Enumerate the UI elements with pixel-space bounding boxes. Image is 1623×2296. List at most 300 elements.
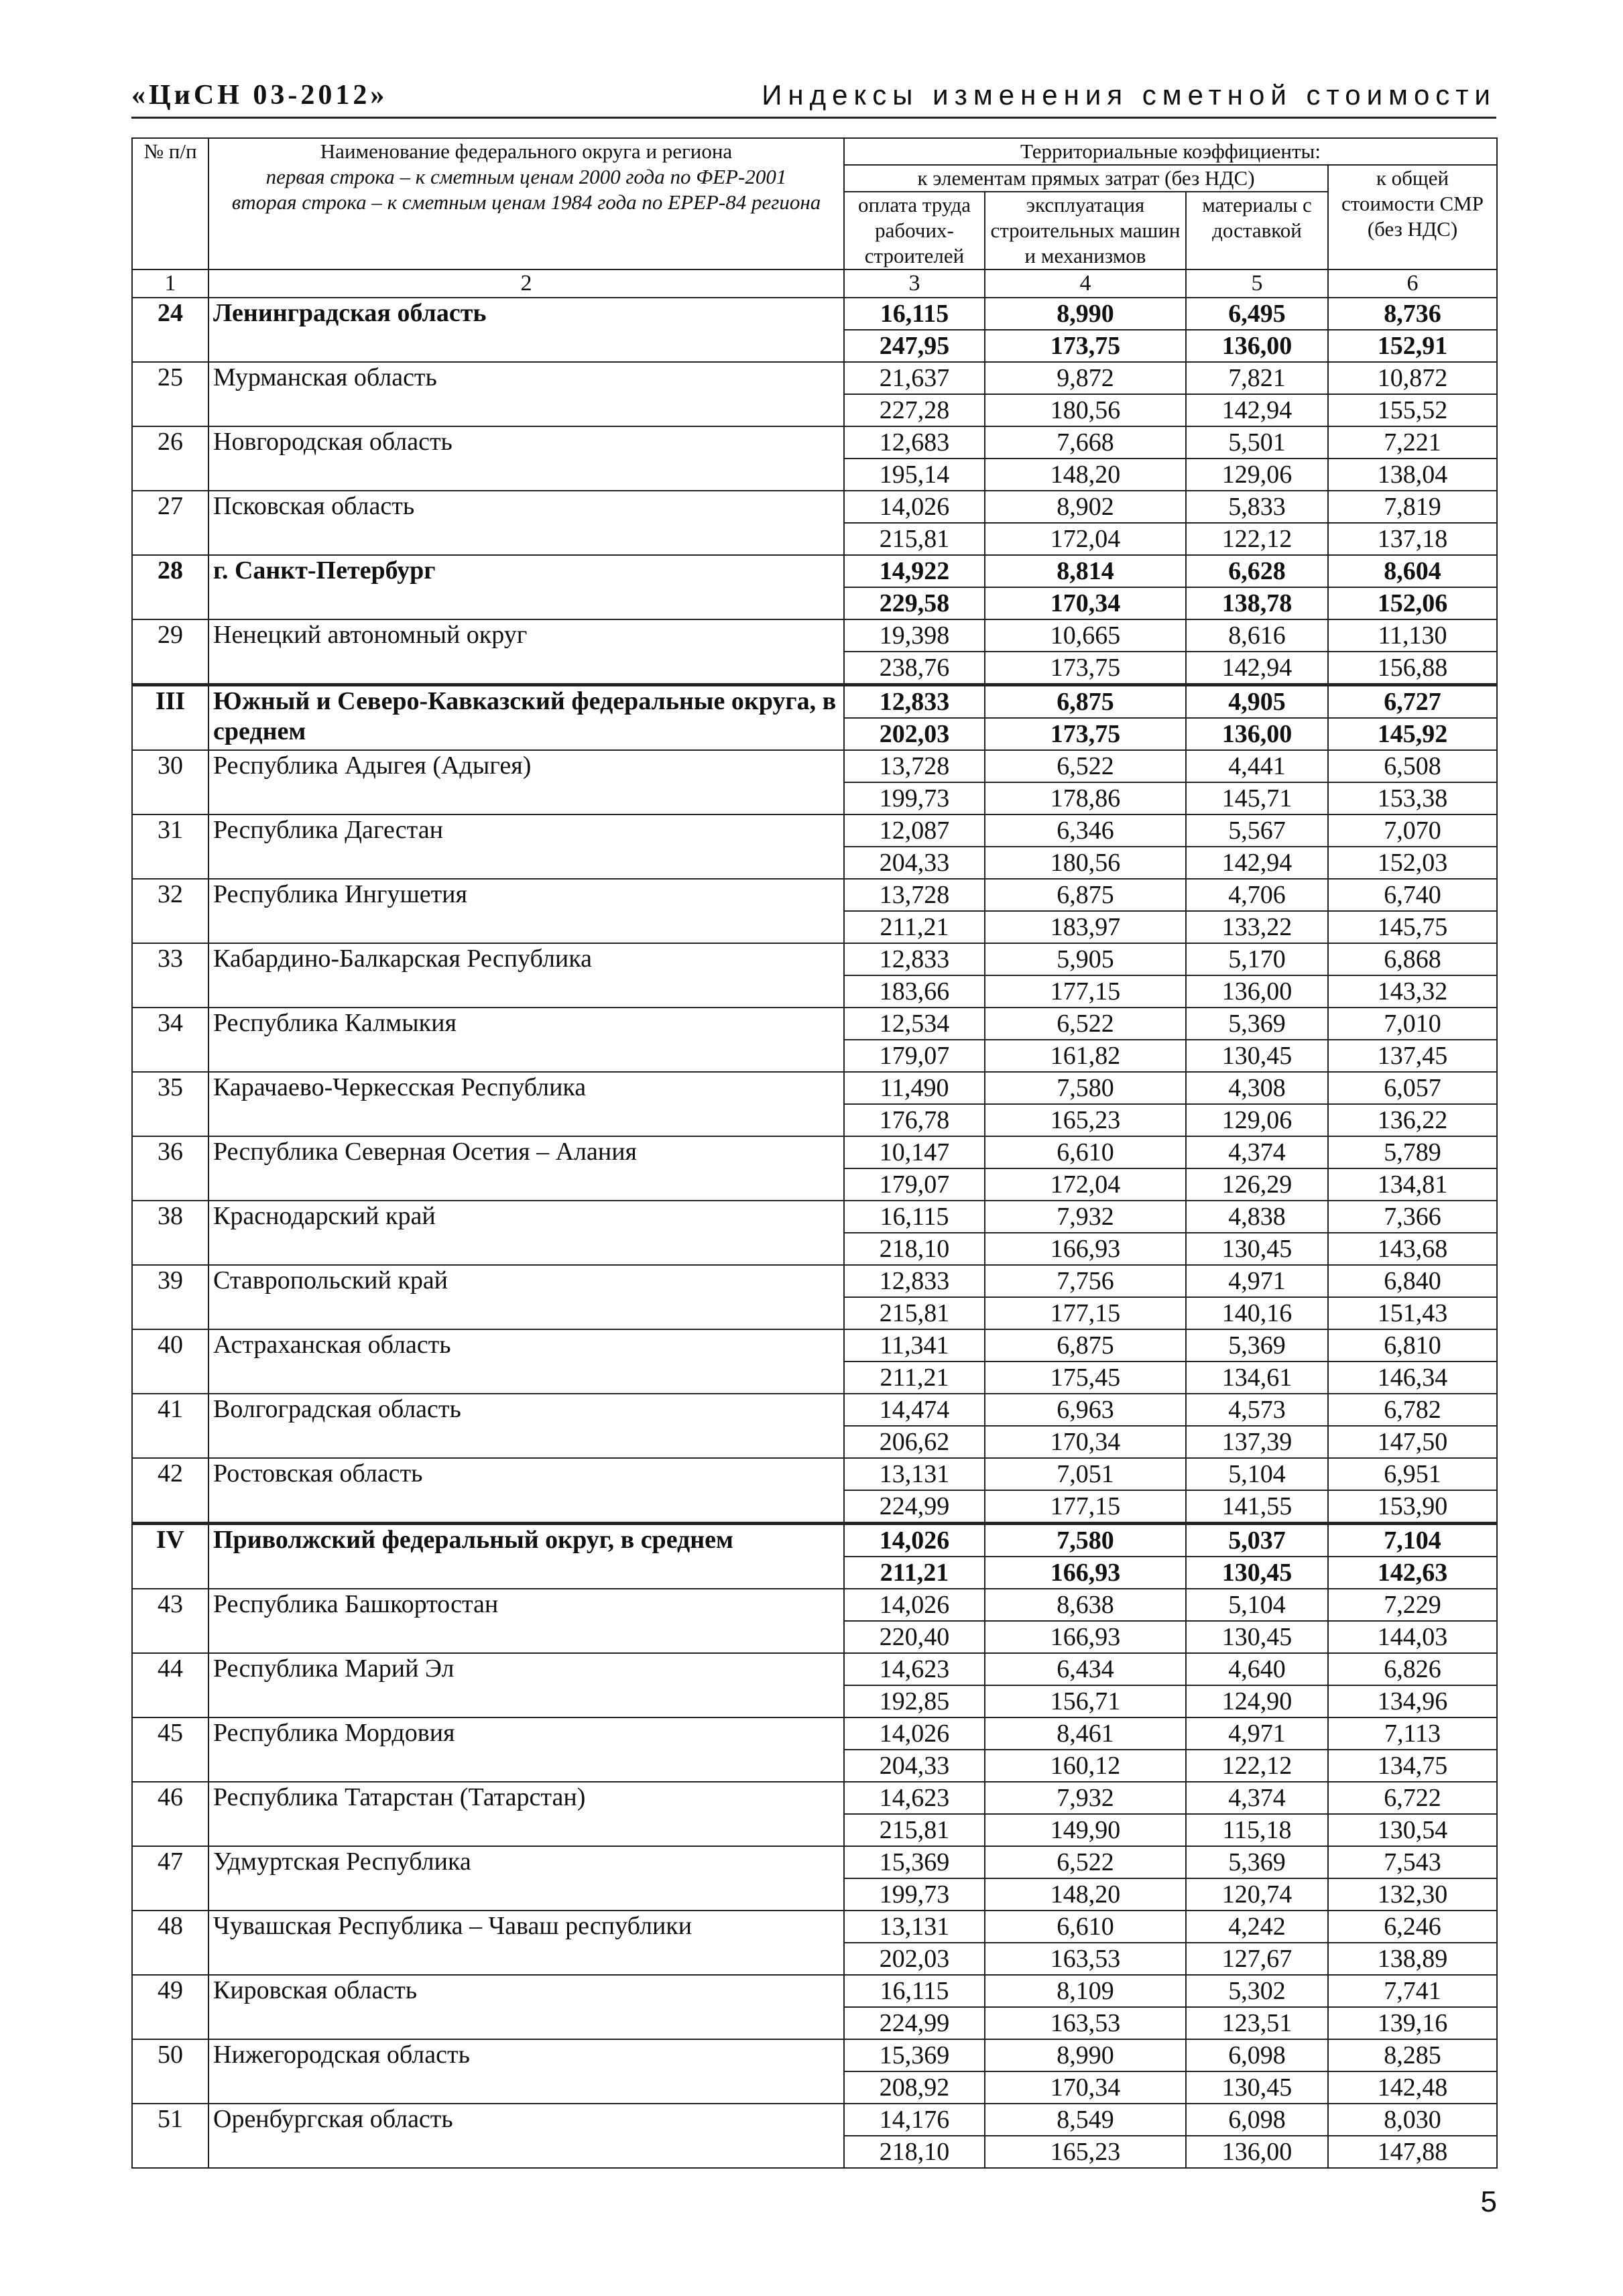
total-coefficient-1984: 145,75	[1328, 911, 1497, 943]
row-number: 48	[132, 1911, 208, 1975]
region-row	[132, 1072, 1497, 1104]
materials-coefficient-2000: 5,369	[1186, 1846, 1328, 1878]
materials-coefficient-2000: 4,374	[1186, 1136, 1328, 1168]
row-number: 51	[132, 2104, 208, 2168]
machines-coefficient-1984: 163,53	[985, 1943, 1186, 1975]
machines-coefficient-1984: 180,56	[985, 847, 1186, 879]
region-name: Кировская область	[208, 1975, 844, 2039]
region-name: Республика Башкортостан	[208, 1589, 844, 1653]
labor-coefficient-2000: 11,490	[844, 1072, 985, 1104]
machines-coefficient-2000: 8,638	[985, 1589, 1186, 1621]
labor-coefficient-1984: 202,03	[844, 1943, 985, 1975]
materials-coefficient-2000: 6,628	[1186, 555, 1328, 587]
labor-coefficient-1984: 227,28	[844, 394, 985, 426]
machines-coefficient-2000: 6,875	[985, 685, 1186, 719]
row-number: 29	[132, 619, 208, 685]
total-coefficient-2000: 7,229	[1328, 1589, 1497, 1621]
machines-coefficient-2000: 7,756	[985, 1265, 1186, 1297]
labor-coefficient-1984: 211,21	[844, 1557, 985, 1589]
running-header	[131, 75, 1496, 119]
machines-coefficient-2000: 7,932	[985, 1782, 1186, 1814]
region-name: Удмуртская Республика	[208, 1846, 844, 1911]
total-coefficient-2000: 7,819	[1328, 491, 1497, 523]
machines-coefficient-2000: 6,610	[985, 1911, 1186, 1943]
materials-coefficient-1984: 122,12	[1186, 523, 1328, 555]
labor-coefficient-2000: 19,398	[844, 619, 985, 652]
region-name: Ростовская область	[208, 1458, 844, 1524]
labor-coefficient-1984: 215,81	[844, 1814, 985, 1846]
machines-coefficient-1984: 173,75	[985, 330, 1186, 362]
total-coefficient-1984: 145,92	[1328, 718, 1497, 750]
machines-coefficient-2000: 10,665	[985, 619, 1186, 652]
labor-coefficient-1984: 195,14	[844, 459, 985, 491]
labor-coefficient-1984: 247,95	[844, 330, 985, 362]
region-name: Республика Марий Эл	[208, 1653, 844, 1717]
labor-coefficient-2000: 14,474	[844, 1394, 985, 1426]
machines-coefficient-2000: 8,990	[985, 298, 1186, 330]
labor-coefficient-1984: 206,62	[844, 1426, 985, 1458]
row-number: 35	[132, 1072, 208, 1136]
machines-coefficient-2000: 7,051	[985, 1458, 1186, 1490]
machines-coefficient-1984: 149,90	[985, 1814, 1186, 1846]
region-row	[132, 1458, 1497, 1490]
machines-coefficient-2000: 7,668	[985, 426, 1186, 459]
total-coefficient-1984: 134,81	[1328, 1168, 1497, 1201]
total-coefficient-2000: 6,057	[1328, 1072, 1497, 1104]
materials-coefficient-2000: 4,374	[1186, 1782, 1328, 1814]
machines-coefficient-1984: 183,97	[985, 911, 1186, 943]
materials-coefficient-1984: 129,06	[1186, 1104, 1328, 1136]
machines-coefficient-2000: 8,902	[985, 491, 1186, 523]
region-row	[132, 1136, 1497, 1168]
materials-coefficient-1984: 120,74	[1186, 1878, 1328, 1911]
row-number: 28	[132, 555, 208, 619]
row-number: 36	[132, 1136, 208, 1201]
col-header-total: к общей стоимости СМР (без НДС)	[1328, 165, 1497, 269]
materials-coefficient-1984: 115,18	[1186, 1814, 1328, 1846]
total-coefficient-1984: 137,45	[1328, 1040, 1497, 1072]
region-name: Астраханская область	[208, 1329, 844, 1394]
total-coefficient-2000: 7,543	[1328, 1846, 1497, 1878]
machines-coefficient-2000: 6,346	[985, 814, 1186, 847]
materials-coefficient-1984: 134,61	[1186, 1362, 1328, 1394]
row-number: 49	[132, 1975, 208, 2039]
total-coefficient-2000: 6,722	[1328, 1782, 1497, 1814]
materials-coefficient-1984: 145,71	[1186, 782, 1328, 814]
materials-coefficient-1984: 130,45	[1186, 1621, 1328, 1653]
materials-coefficient-2000: 5,302	[1186, 1975, 1328, 2007]
document-code: «ЦиСН 03-2012»	[131, 80, 388, 111]
total-coefficient-1984: 151,43	[1328, 1297, 1497, 1329]
region-name: Псковская область	[208, 491, 844, 555]
total-coefficient-1984: 142,63	[1328, 1557, 1497, 1589]
labor-coefficient-2000: 12,087	[844, 814, 985, 847]
materials-coefficient-2000: 4,640	[1186, 1653, 1328, 1685]
machines-coefficient-2000: 6,610	[985, 1136, 1186, 1168]
region-name: Оренбургская область	[208, 2104, 844, 2168]
total-coefficient-1984: 139,16	[1328, 2007, 1497, 2039]
region-row	[132, 1329, 1497, 1362]
region-row	[132, 426, 1497, 459]
row-number: 26	[132, 426, 208, 491]
labor-coefficient-1984: 204,33	[844, 847, 985, 879]
row-number: 24	[132, 298, 208, 362]
column-number: 3	[844, 269, 985, 298]
column-number: 4	[985, 269, 1186, 298]
region-row	[132, 1911, 1497, 1943]
labor-coefficient-2000: 16,115	[844, 1975, 985, 2007]
materials-coefficient-1984: 130,45	[1186, 1557, 1328, 1589]
machines-coefficient-1984: 177,15	[985, 1490, 1186, 1524]
labor-coefficient-2000: 14,026	[844, 1524, 985, 1557]
materials-coefficient-1984: 126,29	[1186, 1168, 1328, 1201]
region-row	[132, 1653, 1497, 1685]
materials-coefficient-2000: 5,369	[1186, 1329, 1328, 1362]
name-header-second-row-note: вторая строка – к сметным ценам 1984 года по ЕРЕР-84 региона	[231, 190, 821, 214]
region-name: Республика Ингушетия	[208, 879, 844, 943]
machines-coefficient-1984: 170,34	[985, 2071, 1186, 2104]
materials-coefficient-2000: 5,501	[1186, 426, 1328, 459]
labor-coefficient-2000: 14,026	[844, 1589, 985, 1621]
region-row	[132, 2039, 1497, 2071]
labor-coefficient-2000: 12,833	[844, 685, 985, 719]
total-coefficient-2000: 8,285	[1328, 2039, 1497, 2071]
region-name: Карачаево-Черкесская Республика	[208, 1072, 844, 1136]
machines-coefficient-2000: 9,872	[985, 362, 1186, 394]
total-coefficient-1984: 143,68	[1328, 1233, 1497, 1265]
total-coefficient-1984: 152,03	[1328, 847, 1497, 879]
total-coefficient-2000: 7,070	[1328, 814, 1497, 847]
labor-coefficient-2000: 15,369	[844, 2039, 985, 2071]
machines-coefficient-1984: 160,12	[985, 1750, 1186, 1782]
materials-coefficient-1984: 142,94	[1186, 394, 1328, 426]
column-number: 2	[208, 269, 844, 298]
row-number: 31	[132, 814, 208, 879]
row-number: IV	[132, 1524, 208, 1589]
machines-coefficient-2000: 8,461	[985, 1717, 1186, 1750]
row-number: 44	[132, 1653, 208, 1717]
total-coefficient-2000: 6,951	[1328, 1458, 1497, 1490]
materials-coefficient-1984: 129,06	[1186, 459, 1328, 491]
materials-coefficient-2000: 5,567	[1186, 814, 1328, 847]
total-coefficient-2000: 7,366	[1328, 1201, 1497, 1233]
machines-coefficient-2000: 7,580	[985, 1524, 1186, 1557]
total-coefficient-1984: 155,52	[1328, 394, 1497, 426]
labor-coefficient-1984: 218,10	[844, 2136, 985, 2168]
region-name: Республика Северная Осетия – Алания	[208, 1136, 844, 1201]
section-row	[132, 685, 1497, 719]
materials-coefficient-2000: 4,308	[1186, 1072, 1328, 1104]
total-coefficient-2000: 6,782	[1328, 1394, 1497, 1426]
total-coefficient-1984: 138,04	[1328, 459, 1497, 491]
labor-coefficient-2000: 21,637	[844, 362, 985, 394]
col-header-number: № п/п	[132, 138, 208, 269]
total-coefficient-1984: 147,88	[1328, 2136, 1497, 2168]
labor-coefficient-1984: 218,10	[844, 1233, 985, 1265]
materials-coefficient-2000: 4,573	[1186, 1394, 1328, 1426]
total-coefficient-2000: 11,130	[1328, 619, 1497, 652]
total-coefficient-2000: 6,246	[1328, 1911, 1497, 1943]
region-row	[132, 1975, 1497, 2007]
col-header-machines: эксплуатация строительных машин и механизмов	[985, 192, 1186, 269]
labor-coefficient-2000: 12,534	[844, 1008, 985, 1040]
materials-coefficient-2000: 6,098	[1186, 2104, 1328, 2136]
row-number: III	[132, 685, 208, 751]
materials-coefficient-2000: 5,170	[1186, 943, 1328, 975]
machines-coefficient-2000: 7,580	[985, 1072, 1186, 1104]
page-number: 5	[1480, 2185, 1497, 2218]
row-number: 50	[132, 2039, 208, 2104]
materials-coefficient-1984: 130,45	[1186, 2071, 1328, 2104]
materials-coefficient-2000: 5,369	[1186, 1008, 1328, 1040]
labor-coefficient-1984: 199,73	[844, 1878, 985, 1911]
machines-coefficient-1984: 166,93	[985, 1621, 1186, 1653]
col-header-name	[208, 138, 844, 269]
materials-coefficient-1984: 142,94	[1186, 847, 1328, 879]
region-row	[132, 1265, 1497, 1297]
table-body	[132, 269, 1497, 2168]
region-row	[132, 1394, 1497, 1426]
labor-coefficient-2000: 12,833	[844, 943, 985, 975]
row-number: 39	[132, 1265, 208, 1329]
row-number: 25	[132, 362, 208, 426]
region-row	[132, 1589, 1497, 1621]
col-header-materials: материалы с доставкой	[1186, 192, 1328, 269]
region-name: Республика Адыгея (Адыгея)	[208, 750, 844, 814]
row-number: 47	[132, 1846, 208, 1911]
labor-coefficient-2000: 14,623	[844, 1653, 985, 1685]
total-coefficient-2000: 6,740	[1328, 879, 1497, 911]
machines-coefficient-1984: 165,23	[985, 1104, 1186, 1136]
total-coefficient-2000: 6,868	[1328, 943, 1497, 975]
labor-coefficient-1984: 179,07	[844, 1168, 985, 1201]
labor-coefficient-1984: 224,99	[844, 1490, 985, 1524]
materials-coefficient-2000: 6,098	[1186, 2039, 1328, 2071]
materials-coefficient-1984: 130,45	[1186, 1233, 1328, 1265]
machines-coefficient-1984: 156,71	[985, 1685, 1186, 1717]
machines-coefficient-1984: 173,75	[985, 718, 1186, 750]
materials-coefficient-1984: 122,12	[1186, 1750, 1328, 1782]
row-number: 40	[132, 1329, 208, 1394]
region-name: Республика Мордовия	[208, 1717, 844, 1782]
total-coefficient-1984: 142,48	[1328, 2071, 1497, 2104]
labor-coefficient-2000: 16,115	[844, 1201, 985, 1233]
total-coefficient-2000: 6,840	[1328, 1265, 1497, 1297]
labor-coefficient-2000: 13,131	[844, 1911, 985, 1943]
column-numbers-row	[132, 269, 1497, 298]
region-row	[132, 1782, 1497, 1814]
materials-coefficient-2000: 5,104	[1186, 1589, 1328, 1621]
machines-coefficient-1984: 172,04	[985, 523, 1186, 555]
labor-coefficient-1984: 183,66	[844, 975, 985, 1008]
total-coefficient-2000: 6,508	[1328, 750, 1497, 782]
total-coefficient-1984: 152,91	[1328, 330, 1497, 362]
labor-coefficient-2000: 14,176	[844, 2104, 985, 2136]
total-coefficient-1984: 134,96	[1328, 1685, 1497, 1717]
total-coefficient-2000: 7,741	[1328, 1975, 1497, 2007]
machines-coefficient-1984: 175,45	[985, 1362, 1186, 1394]
materials-coefficient-1984: 136,00	[1186, 718, 1328, 750]
labor-coefficient-2000: 12,683	[844, 426, 985, 459]
labor-coefficient-1984: 215,81	[844, 523, 985, 555]
document-title: Индексы изменения сметной стоимости	[762, 79, 1496, 111]
row-number: 46	[132, 1782, 208, 1846]
region-row	[132, 879, 1497, 911]
region-row	[132, 362, 1497, 394]
row-number: 45	[132, 1717, 208, 1782]
column-number: 5	[1186, 269, 1328, 298]
total-coefficient-1984: 130,54	[1328, 1814, 1497, 1846]
total-coefficient-2000: 10,872	[1328, 362, 1497, 394]
machines-coefficient-2000: 8,549	[985, 2104, 1186, 2136]
row-number: 33	[132, 943, 208, 1008]
region-name: Кабардино-Балкарская Республика	[208, 943, 844, 1008]
total-coefficient-1984: 153,38	[1328, 782, 1497, 814]
materials-coefficient-1984: 142,94	[1186, 652, 1328, 685]
total-coefficient-1984: 153,90	[1328, 1490, 1497, 1524]
materials-coefficient-1984: 141,55	[1186, 1490, 1328, 1524]
labor-coefficient-2000: 11,341	[844, 1329, 985, 1362]
total-coefficient-1984: 137,18	[1328, 523, 1497, 555]
row-number: 27	[132, 491, 208, 555]
labor-coefficient-1984: 224,99	[844, 2007, 985, 2039]
materials-coefficient-2000: 4,242	[1186, 1911, 1328, 1943]
total-coefficient-2000: 7,113	[1328, 1717, 1497, 1750]
region-name: Краснодарский край	[208, 1201, 844, 1265]
materials-coefficient-1984: 140,16	[1186, 1297, 1328, 1329]
region-name: Новгородская область	[208, 426, 844, 491]
labor-coefficient-1984: 176,78	[844, 1104, 985, 1136]
materials-coefficient-2000: 4,838	[1186, 1201, 1328, 1233]
labor-coefficient-2000: 14,026	[844, 1717, 985, 1750]
row-number: 41	[132, 1394, 208, 1458]
region-row	[132, 1201, 1497, 1233]
region-name: Ленинградская область	[208, 298, 844, 362]
col-header-labor: оплата труда рабочих-строителей	[844, 192, 985, 269]
region-name: Волгоградская область	[208, 1394, 844, 1458]
table-header	[132, 138, 1497, 269]
machines-coefficient-1984: 177,15	[985, 975, 1186, 1008]
region-name: Нижегородская область	[208, 2039, 844, 2104]
region-name: Чувашская Республика – Чаваш республики	[208, 1911, 844, 1975]
materials-coefficient-1984: 136,00	[1186, 330, 1328, 362]
region-row	[132, 555, 1497, 587]
column-number: 1	[132, 269, 208, 298]
name-header-first-row-note: первая строка – к сметным ценам 2000 года по ФЕР-2001	[265, 165, 787, 188]
region-name: Мурманская область	[208, 362, 844, 426]
region-row	[132, 943, 1497, 975]
machines-coefficient-2000: 6,522	[985, 1008, 1186, 1040]
labor-coefficient-2000: 14,922	[844, 555, 985, 587]
machines-coefficient-1984: 177,15	[985, 1297, 1186, 1329]
row-number: 30	[132, 750, 208, 814]
labor-coefficient-1984: 211,21	[844, 1362, 985, 1394]
labor-coefficient-1984: 215,81	[844, 1297, 985, 1329]
labor-coefficient-1984: 199,73	[844, 782, 985, 814]
machines-coefficient-1984: 180,56	[985, 394, 1186, 426]
labor-coefficient-2000: 10,147	[844, 1136, 985, 1168]
materials-coefficient-2000: 4,971	[1186, 1717, 1328, 1750]
row-number: 38	[132, 1201, 208, 1265]
labor-coefficient-1984: 192,85	[844, 1685, 985, 1717]
materials-coefficient-2000: 6,495	[1186, 298, 1328, 330]
total-coefficient-2000: 7,104	[1328, 1524, 1497, 1557]
machines-coefficient-2000: 5,905	[985, 943, 1186, 975]
labor-coefficient-2000: 15,369	[844, 1846, 985, 1878]
labor-coefficient-2000: 14,026	[844, 491, 985, 523]
total-coefficient-1984: 144,03	[1328, 1621, 1497, 1653]
machines-coefficient-2000: 7,932	[985, 1201, 1186, 1233]
labor-coefficient-2000: 13,131	[844, 1458, 985, 1490]
machines-coefficient-1984: 161,82	[985, 1040, 1186, 1072]
materials-coefficient-2000: 4,441	[1186, 750, 1328, 782]
region-name: Ставропольский край	[208, 1265, 844, 1329]
machines-coefficient-1984: 173,75	[985, 652, 1186, 685]
materials-coefficient-1984: 127,67	[1186, 1943, 1328, 1975]
machines-coefficient-1984: 178,86	[985, 782, 1186, 814]
total-coefficient-1984: 132,30	[1328, 1878, 1497, 1911]
materials-coefficient-2000: 5,037	[1186, 1524, 1328, 1557]
total-coefficient-1984: 143,32	[1328, 975, 1497, 1008]
total-coefficient-1984: 156,88	[1328, 652, 1497, 685]
materials-coefficient-2000: 4,971	[1186, 1265, 1328, 1297]
machines-coefficient-1984: 172,04	[985, 1168, 1186, 1201]
materials-coefficient-1984: 136,00	[1186, 975, 1328, 1008]
total-coefficient-1984: 134,75	[1328, 1750, 1497, 1782]
row-number: 43	[132, 1589, 208, 1653]
machines-coefficient-1984: 148,20	[985, 459, 1186, 491]
total-coefficient-2000: 6,810	[1328, 1329, 1497, 1362]
region-row	[132, 814, 1497, 847]
labor-coefficient-1984: 179,07	[844, 1040, 985, 1072]
machines-coefficient-1984: 170,34	[985, 1426, 1186, 1458]
region-row	[132, 2104, 1497, 2136]
row-number: 34	[132, 1008, 208, 1072]
col-header-territorial: Территориальные коэффициенты:	[844, 138, 1497, 165]
region-row	[132, 750, 1497, 782]
total-coefficient-2000: 7,010	[1328, 1008, 1497, 1040]
total-coefficient-2000: 5,789	[1328, 1136, 1497, 1168]
labor-coefficient-2000: 12,833	[844, 1265, 985, 1297]
total-coefficient-2000: 6,826	[1328, 1653, 1497, 1685]
region-row	[132, 619, 1497, 652]
materials-coefficient-2000: 5,833	[1186, 491, 1328, 523]
total-coefficient-2000: 8,736	[1328, 298, 1497, 330]
row-number: 32	[132, 879, 208, 943]
total-coefficient-2000: 8,604	[1328, 555, 1497, 587]
materials-coefficient-1984: 133,22	[1186, 911, 1328, 943]
region-row	[132, 491, 1497, 523]
machines-coefficient-2000: 8,109	[985, 1975, 1186, 2007]
machines-coefficient-1984: 166,93	[985, 1233, 1186, 1265]
materials-coefficient-1984: 137,39	[1186, 1426, 1328, 1458]
region-name: Ненецкий автономный округ	[208, 619, 844, 685]
labor-coefficient-1984: 204,33	[844, 1750, 985, 1782]
region-row	[132, 1846, 1497, 1878]
machines-coefficient-1984: 165,23	[985, 2136, 1186, 2168]
coefficients-table	[131, 137, 1498, 2169]
labor-coefficient-1984: 229,58	[844, 587, 985, 619]
machines-coefficient-1984: 148,20	[985, 1878, 1186, 1911]
labor-coefficient-2000: 13,728	[844, 750, 985, 782]
labor-coefficient-1984: 220,40	[844, 1621, 985, 1653]
materials-coefficient-2000: 7,821	[1186, 362, 1328, 394]
name-header-title: Наименование федерального округа и региона	[320, 139, 733, 163]
total-coefficient-1984: 146,34	[1328, 1362, 1497, 1394]
materials-coefficient-2000: 8,616	[1186, 619, 1328, 652]
region-name: Республика Калмыкия	[208, 1008, 844, 1072]
region-name: Приволжский федеральный округ, в среднем	[208, 1524, 844, 1589]
